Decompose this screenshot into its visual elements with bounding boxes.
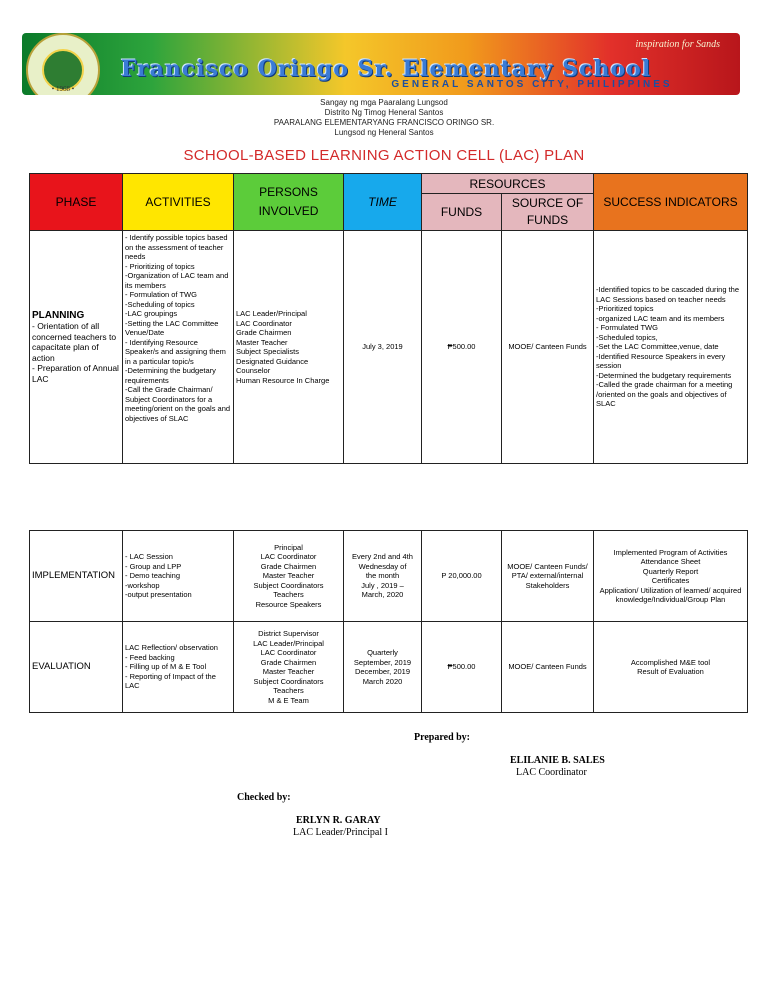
list-item: - Prioritizing of topics: [125, 261, 195, 271]
funds-header: FUNDS: [422, 194, 502, 231]
checked-label: Checked by:: [237, 792, 291, 803]
header-line-2: Distrito Ng Timog Heneral Santos: [324, 108, 444, 117]
list-item: LAC Leader/Principal: [236, 309, 307, 318]
checked-name: ERLYN R. GARAY: [296, 815, 381, 826]
activities-header: ACTIVITIES: [123, 174, 234, 231]
planning-time-cell: July 3, 2019: [344, 231, 422, 464]
time-line: July , 2019 –: [361, 580, 404, 590]
list-item: Implemented Program of Activities: [613, 547, 728, 557]
list-item: Grade Chairmen: [236, 328, 292, 337]
lac-plan-table-continued: [29, 530, 748, 713]
city-line: GENERAL SANTOS CITY, PHILIPPINES: [391, 79, 673, 90]
list-item: Resource Speakers: [255, 599, 322, 609]
list-item: -workshop: [125, 580, 160, 590]
list-item: Subject Coordinators: [253, 580, 324, 590]
list-item: -Scheduling of topics: [125, 299, 195, 309]
list-item: -Call the Grade Chairman/ Subject Coordinators for a meeting/orient on the goals and objectives of SLAC: [125, 385, 231, 423]
planning-funds-cell: ₱500.00: [422, 231, 502, 464]
list-item: Master Teacher: [262, 571, 315, 581]
planning-row: [30, 231, 748, 464]
checked-role: LAC Leader/Principal I: [293, 827, 388, 838]
list-item: - Formulated TWG: [596, 323, 658, 333]
list-item: -Set the LAC Committee,venue, date: [596, 342, 719, 352]
list-item: - Filling up of M & E Tool: [125, 662, 207, 672]
header-line-3: PAARALANG ELEMENTARYANG FRANCISCO ORINGO SR.: [273, 118, 495, 127]
time-line: March 2020: [362, 676, 403, 686]
source-header: SOURCE OF FUNDS: [502, 194, 594, 231]
list-item: -Scheduled topics,: [596, 332, 658, 342]
page-title: SCHOOL-BASED LEARNING ACTION CELL (LAC) PLAN: [183, 147, 585, 164]
list-item: LAC Coordinator: [260, 648, 317, 657]
evaluation-persons-cell: [234, 622, 344, 713]
list-item: - Group and LPP: [125, 561, 182, 571]
list-item: Attendance Sheet: [640, 557, 701, 566]
list-item: - Identifying Resource Speaker/s and assigning them in a particular topic/s: [125, 337, 226, 366]
evaluation-success-cell: [594, 622, 748, 713]
school-name: Francisco Oringo Sr. Elementary School: [120, 56, 652, 82]
prepared-role: LAC Coordinator: [516, 767, 587, 778]
list-item: Master Teacher: [262, 667, 315, 676]
list-item: Subject Coordinators: [253, 676, 324, 686]
list-item: Master Teacher: [236, 337, 288, 347]
list-item: Grade Chairmen: [260, 657, 317, 667]
list-item: - LAC Session: [125, 552, 173, 562]
list-item: - Identify possible topics based on the assessment of teacher needs: [125, 233, 228, 261]
list-item: Teachers: [273, 590, 304, 600]
phase-header: PHASE: [30, 174, 123, 231]
evaluation-row: [30, 622, 748, 713]
list-item: - Reporting of Impact of the LAC: [125, 671, 216, 691]
list-item: -output presentation: [125, 590, 192, 600]
time-line: Quarterly: [367, 648, 398, 657]
implementation-funds-cell: P 20,000.00: [422, 531, 502, 622]
implementation-activities-cell: [123, 531, 234, 622]
time-line: March, 2020: [361, 590, 404, 600]
implementation-phase-cell: [30, 531, 123, 622]
list-item: -Identified topics to be cascaded during the LAC Sessions based on teacher needs: [596, 285, 740, 304]
list-item: -LAC groupings: [125, 309, 178, 318]
list-item: Subject Specialists: [236, 347, 299, 356]
banner-tagline: inspiration for Sands: [635, 39, 720, 50]
list-item: Accomplished M&E tool: [630, 657, 711, 667]
time-line: December, 2019: [354, 667, 411, 676]
implementation-success-cell: [594, 531, 748, 622]
school-banner: [22, 33, 740, 95]
list-item: Certificates: [651, 576, 690, 585]
time-line: September, 2019: [353, 657, 412, 667]
prepared-name: ELILANIE B. SALES: [510, 755, 605, 766]
planning-phase-cell: [30, 231, 123, 464]
implementation-persons-cell: [234, 531, 344, 622]
implementation-row: [30, 531, 748, 622]
list-item: LAC Leader/Principal: [253, 638, 324, 648]
list-item: M & E Team: [268, 695, 309, 705]
time-header: TIME: [344, 174, 422, 231]
list-item: -Determined the budgetary requirements: [596, 370, 732, 380]
time-line: the month: [365, 571, 400, 581]
lac-plan-table: [29, 173, 748, 464]
implementation-time-cell: [344, 531, 422, 622]
evaluation-phase-title: EVALUATION: [32, 660, 91, 672]
prepared-label: Prepared by:: [414, 732, 471, 743]
persons-header: PERSONS INVOLVED: [234, 174, 344, 231]
list-item: - Formulation of TWG: [125, 290, 197, 299]
list-item: Human Resource In Charge: [236, 375, 330, 385]
list-item: -Prioritized topics: [596, 304, 654, 314]
list-item: -Organization of LAC team and its members: [125, 271, 229, 290]
list-item: -organized LAC team and its members: [596, 313, 725, 323]
list-item: - Demo teaching: [125, 571, 181, 581]
resources-header: RESOURCES: [422, 174, 594, 194]
list-item: LAC Reflection/ observation: [125, 643, 218, 653]
planning-source-cell: MOOE/ Canteen Funds: [502, 231, 594, 464]
planning-success-cell: [594, 231, 748, 464]
header-line-1: Sangay ng mga Paaralang Lungsod: [320, 98, 448, 107]
list-item: Result of Evaluation: [637, 667, 704, 676]
list-item: LAC Coordinator: [236, 318, 292, 328]
list-item: -Determining the budgetary requirements: [125, 366, 216, 385]
planning-phase-desc-1: - Orientation of all concerned teachers to capacitate plan of action: [32, 321, 117, 363]
list-item: -Called the grade chairman for a meeting /oriented on the goals and objectives of SLAC: [596, 380, 733, 409]
evaluation-activities-cell: [123, 622, 234, 713]
time-line: Wednesday of: [358, 561, 407, 571]
list-item: -Identified Resource Speakers in every session: [596, 351, 726, 371]
list-item: Quarterly Report: [642, 566, 699, 576]
planning-persons-cell: [234, 231, 344, 464]
header-line-4: Lungsod ng Heneral Santos: [334, 128, 434, 137]
implementation-source-cell: MOOE/ Canteen Funds/ PTA/ external/internal Stakeholders: [502, 531, 594, 622]
implementation-phase-title: IMPLEMENTATION: [32, 569, 116, 581]
list-item: Teachers: [273, 686, 304, 695]
list-item: - Feed backing: [125, 652, 175, 662]
planning-activities-cell: [123, 231, 234, 464]
evaluation-time-cell: [344, 622, 422, 713]
planning-phase-title: PLANNING: [32, 310, 85, 321]
planning-phase-desc-2: - Preparation of Annual LAC: [32, 363, 119, 384]
list-item: LAC Coordinator: [260, 552, 317, 562]
list-item: Designated Guidance Counselor: [236, 356, 309, 375]
list-item: District Supervisor: [258, 629, 319, 638]
list-item: Principal: [274, 542, 303, 552]
seal-year: • 1968 •: [51, 85, 75, 93]
evaluation-source-cell: MOOE/ Canteen Funds: [502, 622, 594, 713]
list-item: -Setting the LAC Committee Venue/Date: [125, 318, 219, 337]
list-item: Grade Chairmen: [260, 561, 317, 571]
time-line: Every 2nd and 4th: [352, 552, 413, 562]
success-header: SUCCESS INDICATORS: [594, 174, 748, 231]
evaluation-phase-cell: [30, 622, 123, 713]
list-item: Application/ Utilization of learned/ acquired knowledge/Individual/Group Plan: [599, 585, 742, 604]
evaluation-funds-cell: ₱500.00: [422, 622, 502, 713]
